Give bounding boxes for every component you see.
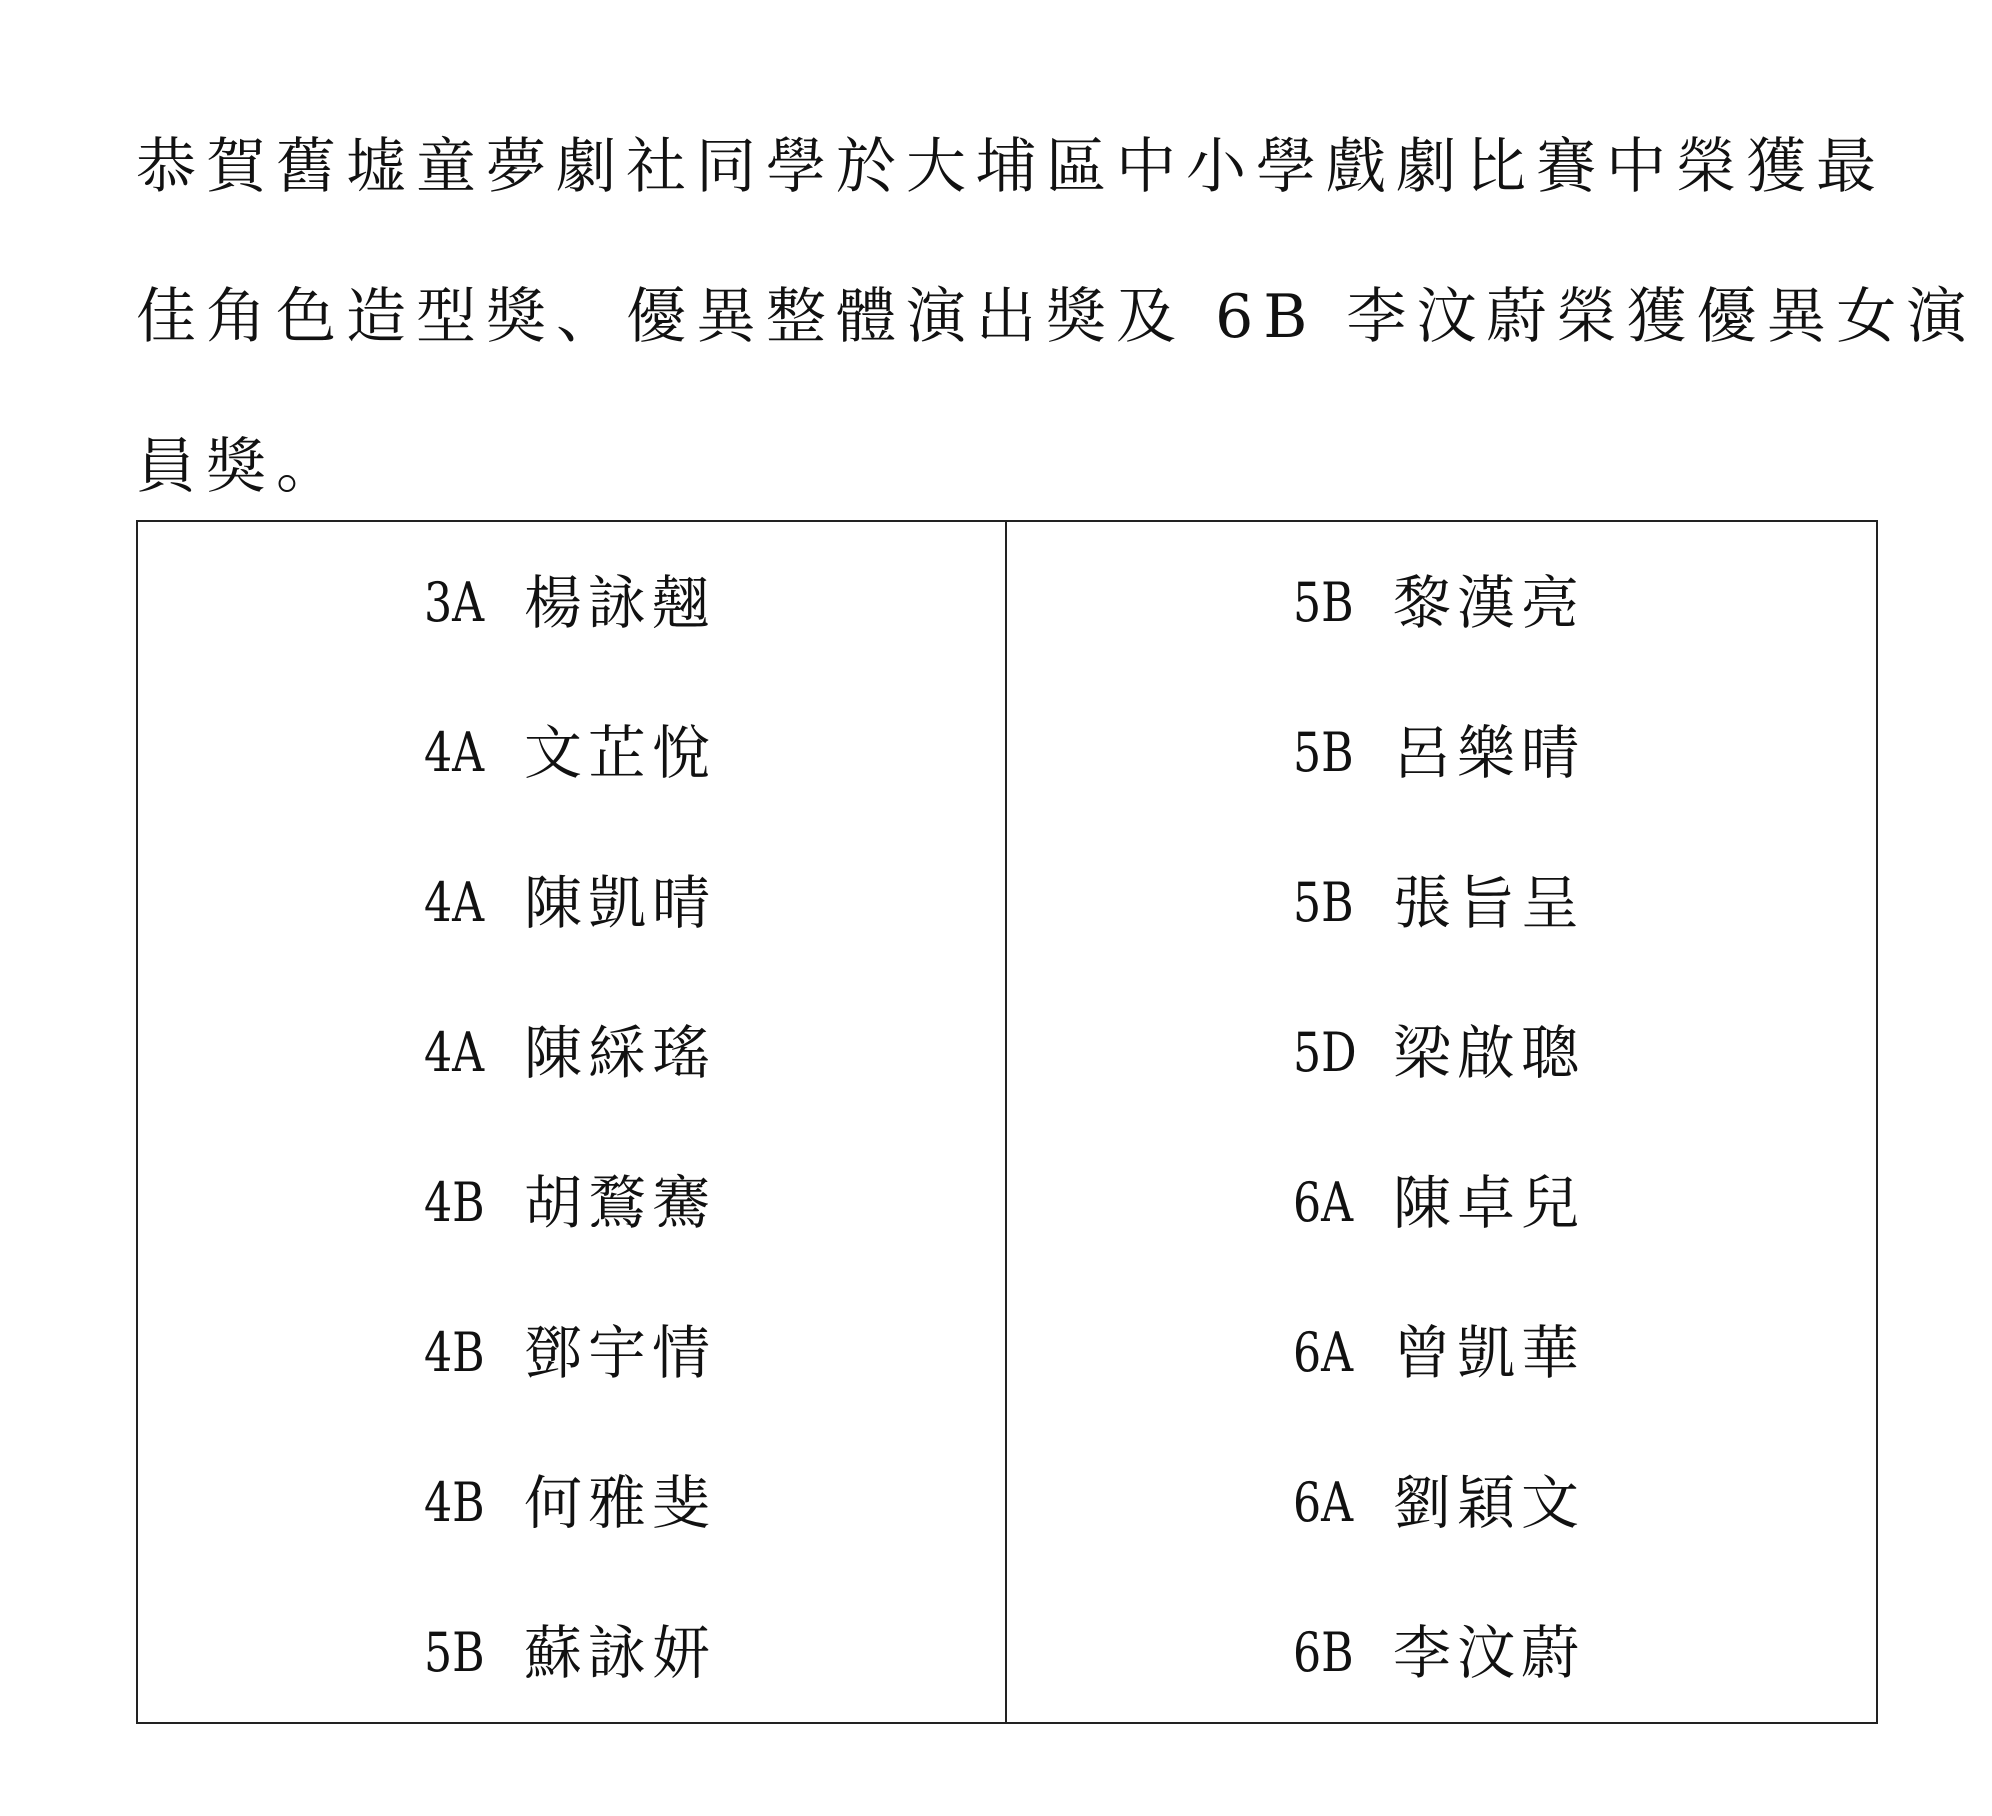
student-name: 何雅斐 — [524, 1469, 717, 1537]
roster-column-left — [138, 522, 1007, 1722]
roster-entry — [1007, 1320, 1876, 1470]
roster-entry — [1007, 1170, 1876, 1320]
student-name: 陳綵瑤 — [524, 1019, 717, 1087]
roster-entry — [1007, 870, 1876, 1020]
roster-entry — [1007, 720, 1876, 870]
award-roster-table — [136, 520, 1878, 1724]
roster-entry — [1007, 1470, 1876, 1620]
student-name: 文芷悅 — [524, 719, 717, 787]
student-name: 呂樂晴 — [1393, 719, 1586, 787]
roster-entry — [138, 1020, 1005, 1170]
student-name: 曾凱華 — [1393, 1319, 1586, 1387]
class-label: 5B — [1293, 871, 1354, 934]
roster-entry — [138, 1470, 1005, 1620]
roster-entry — [138, 720, 1005, 870]
class-label: 4B — [424, 1471, 485, 1534]
class-label: 5D — [1293, 1021, 1357, 1084]
student-name: 鄧宇情 — [524, 1319, 717, 1387]
student-name: 陳卓兒 — [1393, 1169, 1586, 1237]
class-label: 4A — [424, 1021, 485, 1084]
class-label: 5B — [1293, 571, 1354, 634]
class-label: 4B — [424, 1171, 485, 1234]
class-label: 6B — [1293, 1621, 1354, 1684]
class-label: 4B — [424, 1321, 485, 1384]
announcement-line: 佳角色造型獎、優異整體演出獎及 6B 李汶蔚榮獲優異女演 — [136, 282, 1977, 352]
class-label: 6A — [1293, 1321, 1354, 1384]
class-label: 6A — [1293, 1471, 1354, 1534]
roster-entry — [1007, 1020, 1876, 1170]
announcement-line: 恭賀舊墟童夢劇社同學於大埔區中小學戲劇比賽中榮獲最 — [136, 132, 1886, 202]
student-name: 張旨呈 — [1393, 869, 1586, 937]
announcement-line: 員獎。 — [136, 432, 346, 502]
roster-entry — [1007, 570, 1876, 720]
class-label: 5B — [1293, 721, 1354, 784]
class-label: 5B — [424, 1621, 485, 1684]
student-name: 陳凱晴 — [524, 869, 717, 937]
class-label: 6A — [1293, 1171, 1354, 1234]
student-name: 劉穎文 — [1393, 1469, 1586, 1537]
class-label: 4A — [424, 721, 485, 784]
class-label: 4A — [424, 871, 485, 934]
roster-entry — [138, 870, 1005, 1020]
roster-entry — [138, 1170, 1005, 1320]
announcement-paragraph — [136, 92, 1977, 542]
roster-entry — [138, 570, 1005, 720]
student-name: 黎漢亮 — [1393, 569, 1586, 637]
student-name: 楊詠翹 — [524, 569, 717, 637]
class-label: 3A — [424, 571, 485, 634]
student-name: 李汶蔚 — [1393, 1619, 1586, 1687]
student-name: 胡鶩騫 — [524, 1169, 717, 1237]
student-name: 蘇詠妍 — [524, 1619, 717, 1687]
student-name: 梁啟聰 — [1393, 1019, 1586, 1087]
roster-entry — [138, 1620, 1005, 1770]
roster-entry — [138, 1320, 1005, 1470]
roster-entry — [1007, 1620, 1876, 1770]
roster-column-right — [1007, 522, 1876, 1722]
